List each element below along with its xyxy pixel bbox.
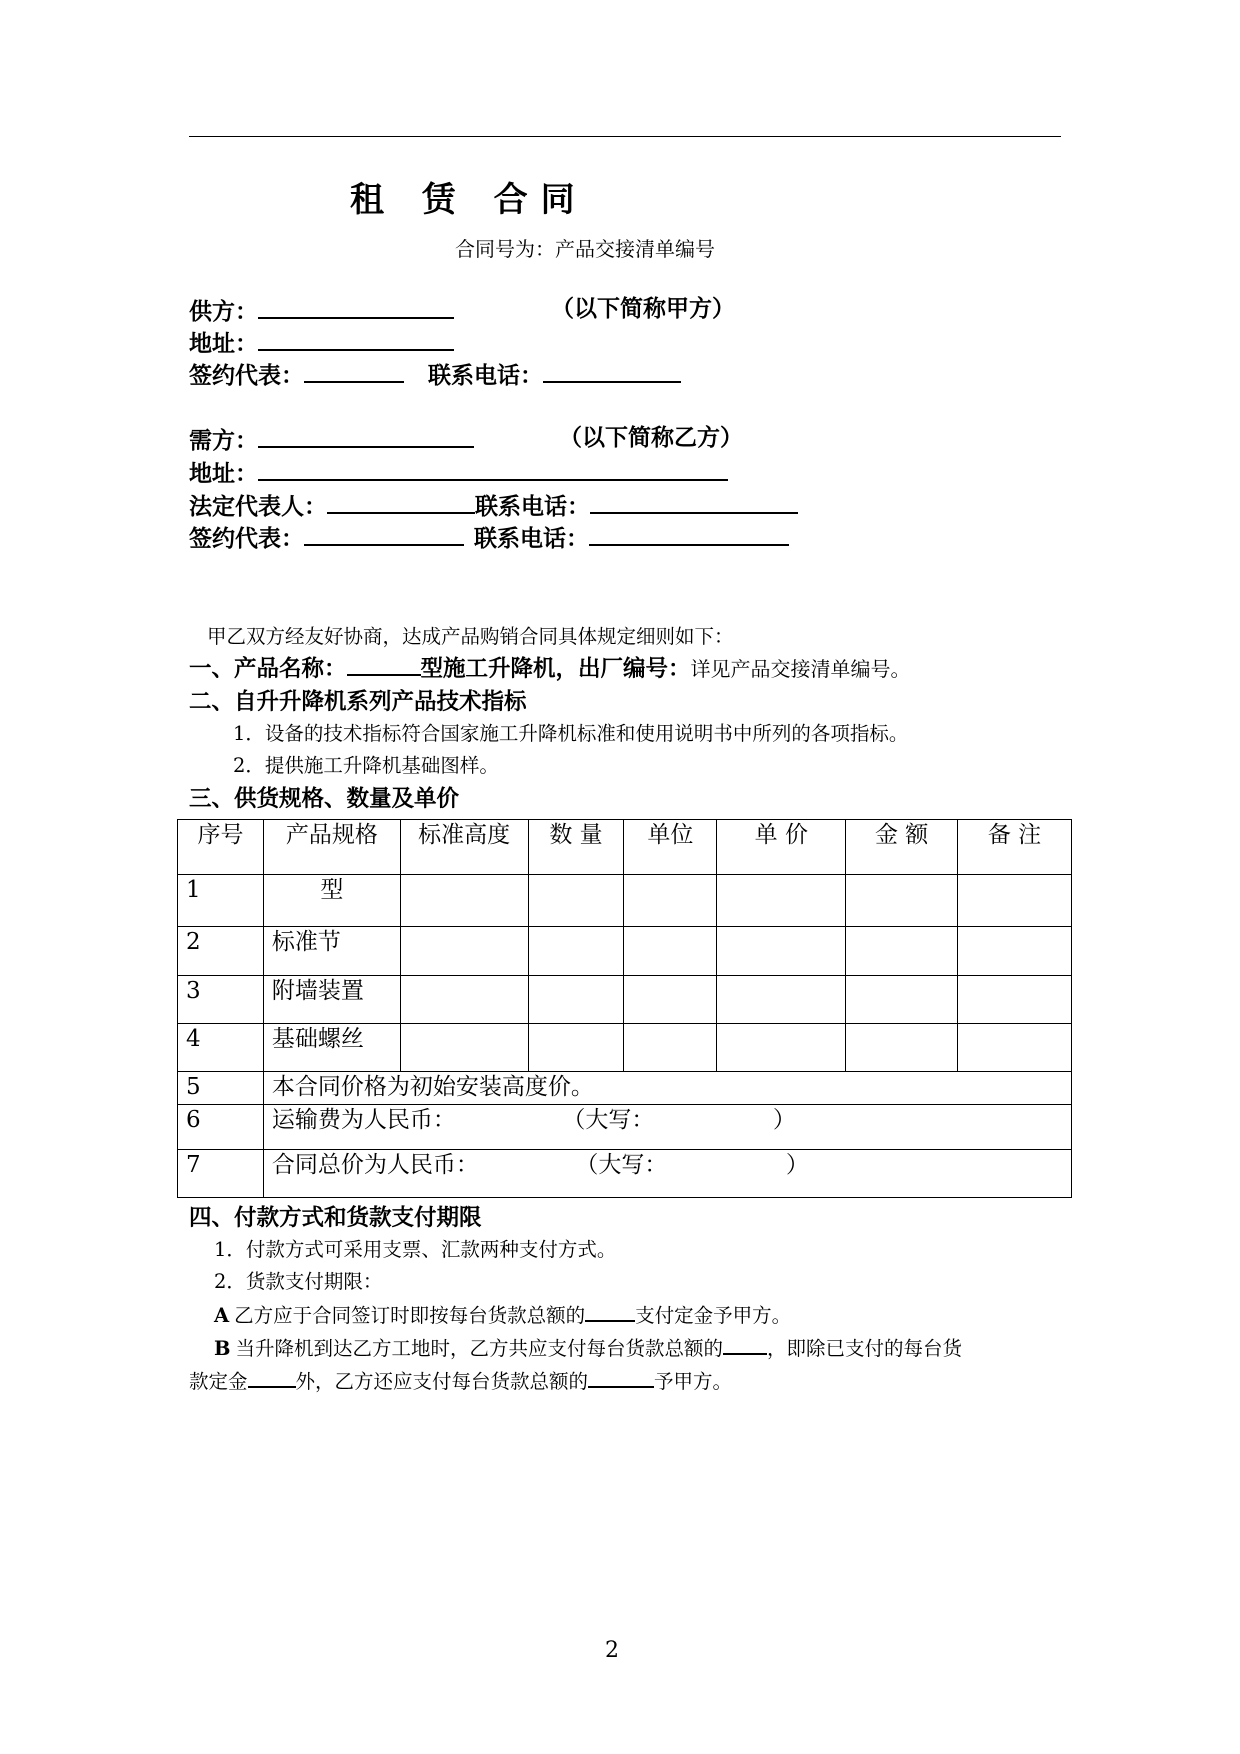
supplier-signer-line xyxy=(189,359,681,390)
col-header-amount: 金 额 xyxy=(846,820,958,875)
remark-cell[interactable] xyxy=(958,976,1072,1024)
legal-rep-line xyxy=(189,490,798,521)
section-4-item-2: 2．货款支付期限： xyxy=(214,1270,383,1293)
freight-daxie: （大写： xyxy=(573,1107,643,1133)
table-row xyxy=(178,875,1072,927)
section-3-heading: 三、供货规格、数量及单价 xyxy=(189,786,460,812)
section-1-mid: 型施工升降机，出厂编号： xyxy=(420,656,691,682)
row-no: 5 xyxy=(178,1072,264,1105)
height-cell[interactable] xyxy=(400,1024,528,1072)
supplier-address-line xyxy=(189,327,454,358)
qty-cell[interactable] xyxy=(528,1024,624,1072)
qty-cell[interactable] xyxy=(528,875,624,927)
amount-cell[interactable] xyxy=(846,976,958,1024)
clause-a-text-1: 乙方应于合同签订时即按每台货款总额的 xyxy=(234,1304,586,1327)
signer-label: 签约代表： xyxy=(189,362,304,389)
buyer-signer-line xyxy=(189,522,789,553)
total-daxie: （大写： xyxy=(586,1152,656,1178)
row-spec: 附墙装置 xyxy=(263,976,400,1024)
buyer-address-blank[interactable] xyxy=(258,457,728,481)
row-no: 6 xyxy=(178,1105,264,1150)
document-title: 租 赁 合同 xyxy=(350,180,588,220)
clause-a-label: A xyxy=(214,1304,230,1327)
buyer-label: 需方： xyxy=(189,427,258,454)
price-cell[interactable] xyxy=(717,875,846,927)
signer-label: 签约代表： xyxy=(189,525,304,552)
clause-b-text-3: 款定金 xyxy=(189,1370,248,1393)
freight-cell[interactable] xyxy=(263,1105,1071,1150)
price-cell[interactable] xyxy=(717,927,846,976)
legal-rep-phone-blank[interactable] xyxy=(590,490,798,514)
col-header-qty: 数 量 xyxy=(528,820,624,875)
table-row xyxy=(178,1072,1072,1105)
col-header-spec: 产品规格 xyxy=(263,820,400,875)
supplier-phone-blank[interactable] xyxy=(543,359,681,383)
page-number: 2 xyxy=(605,1638,619,1663)
height-cell[interactable] xyxy=(400,927,528,976)
amount-cell[interactable] xyxy=(846,875,958,927)
clause-b xyxy=(214,1335,962,1362)
phone-label: 联系电话： xyxy=(475,493,590,520)
col-header-unit: 单位 xyxy=(624,820,717,875)
buyer-line xyxy=(189,424,474,455)
qty-cell[interactable] xyxy=(528,976,624,1024)
clause-b-text-1: 当升降机到达乙方工地时，乙方共应支付每台货款总额的 xyxy=(235,1337,723,1360)
price-cell[interactable] xyxy=(717,1024,846,1072)
legal-rep-label: 法定代表人： xyxy=(189,493,327,520)
total-close: ） xyxy=(785,1152,809,1178)
buyer-blank[interactable] xyxy=(258,424,474,448)
legal-rep-blank[interactable] xyxy=(327,490,475,514)
party-a-alias: （以下简称甲方） xyxy=(551,295,735,322)
contract-number: 合同号为：产品交接清单编号 xyxy=(455,237,715,261)
supplier-blank[interactable] xyxy=(258,295,454,319)
col-header-price: 单 价 xyxy=(717,820,846,875)
intro-text: 甲乙双方经友好协商，达成产品购销合同具体规定细则如下： xyxy=(207,625,734,648)
qty-cell[interactable] xyxy=(528,927,624,976)
section-2-item-1: 1．设备的技术指标符合国家施工升降机标准和使用说明书中所列的各项指标。 xyxy=(233,722,909,745)
section-4-item-1: 1．付款方式可采用支票、汇款两种支付方式。 xyxy=(214,1238,617,1261)
col-header-remark: 备 注 xyxy=(958,820,1072,875)
party-b-alias: （以下简称乙方） xyxy=(559,424,743,451)
address-label: 地址： xyxy=(189,330,258,357)
row-no: 2 xyxy=(178,927,264,976)
unit-cell[interactable] xyxy=(624,875,717,927)
clause-b-continued xyxy=(189,1368,732,1395)
clause-a xyxy=(214,1302,791,1329)
table-row xyxy=(178,927,1072,976)
unit-cell[interactable] xyxy=(624,1024,717,1072)
freight-close: ） xyxy=(772,1107,796,1133)
remark-cell[interactable] xyxy=(958,875,1072,927)
height-cell[interactable] xyxy=(400,976,528,1024)
arrival-ratio-blank[interactable] xyxy=(723,1335,767,1355)
clause-b-text-2: ，即除已支付的每台货 xyxy=(767,1337,963,1360)
col-header-no: 序号 xyxy=(178,820,264,875)
remaining-ratio-blank[interactable] xyxy=(588,1368,654,1388)
remark-cell[interactable] xyxy=(958,927,1072,976)
freight-label: 运输费为人民币： xyxy=(271,1107,456,1133)
deposit-blank[interactable] xyxy=(248,1368,296,1388)
row-no: 7 xyxy=(178,1150,264,1198)
deposit-ratio-blank[interactable] xyxy=(585,1302,635,1322)
section-2-heading: 二、自升升降机系列产品技术指标 xyxy=(189,689,527,715)
unit-cell[interactable] xyxy=(624,976,717,1024)
table-row xyxy=(178,1024,1072,1072)
amount-cell[interactable] xyxy=(846,1024,958,1072)
amount-cell[interactable] xyxy=(846,927,958,976)
section-2-item-2: 2．提供施工升降机基础图样。 xyxy=(233,754,499,777)
phone-label: 联系电话： xyxy=(428,362,544,389)
total-label: 合同总价为人民币： xyxy=(271,1152,479,1178)
row-spec: 型 xyxy=(263,875,400,927)
row-no: 3 xyxy=(178,976,264,1024)
section-1-tail: 详见产品交接清单编号。 xyxy=(690,657,911,681)
table-header-row xyxy=(178,820,1072,875)
section-1-lead: 一、产品名称： xyxy=(189,656,347,682)
clause-b-text-5: 予甲方。 xyxy=(654,1370,733,1393)
height-cell[interactable] xyxy=(400,875,528,927)
section-1 xyxy=(189,655,911,683)
buyer-signer-blank[interactable] xyxy=(304,522,464,546)
supplier-line xyxy=(189,295,454,326)
row-no: 1 xyxy=(178,875,264,927)
total-cell[interactable] xyxy=(263,1150,1071,1198)
buyer-signer-phone-blank[interactable] xyxy=(589,522,789,546)
table-row xyxy=(178,1150,1072,1198)
address-label: 地址： xyxy=(189,460,258,487)
buyer-address-line xyxy=(189,457,728,488)
model-blank[interactable] xyxy=(347,656,421,676)
header-rule xyxy=(189,136,1061,137)
supplier-signer-blank[interactable] xyxy=(304,359,404,383)
row-spec: 标准节 xyxy=(263,927,400,976)
clause-a-text-2: 支付定金予甲方。 xyxy=(635,1304,792,1327)
phone-label: 联系电话： xyxy=(474,525,590,552)
supplier-label: 供方： xyxy=(189,298,258,325)
row-no: 4 xyxy=(178,1024,264,1072)
table-row xyxy=(178,1105,1072,1150)
spec-table xyxy=(177,819,1072,1198)
clause-b-label: B xyxy=(214,1337,231,1360)
col-header-height: 标准高度 xyxy=(400,820,528,875)
section-4-heading: 四、付款方式和货款支付期限 xyxy=(189,1205,482,1231)
remark-cell[interactable] xyxy=(958,1024,1072,1072)
price-cell[interactable] xyxy=(717,976,846,1024)
clause-b-text-4: 外，乙方还应支付每台货款总额的 xyxy=(295,1370,589,1393)
table-row xyxy=(178,976,1072,1024)
row-spec: 基础螺丝 xyxy=(263,1024,400,1072)
unit-cell[interactable] xyxy=(624,927,717,976)
price-note: 本合同价格为初始安装高度价。 xyxy=(263,1072,1071,1105)
supplier-address-blank[interactable] xyxy=(258,327,454,351)
